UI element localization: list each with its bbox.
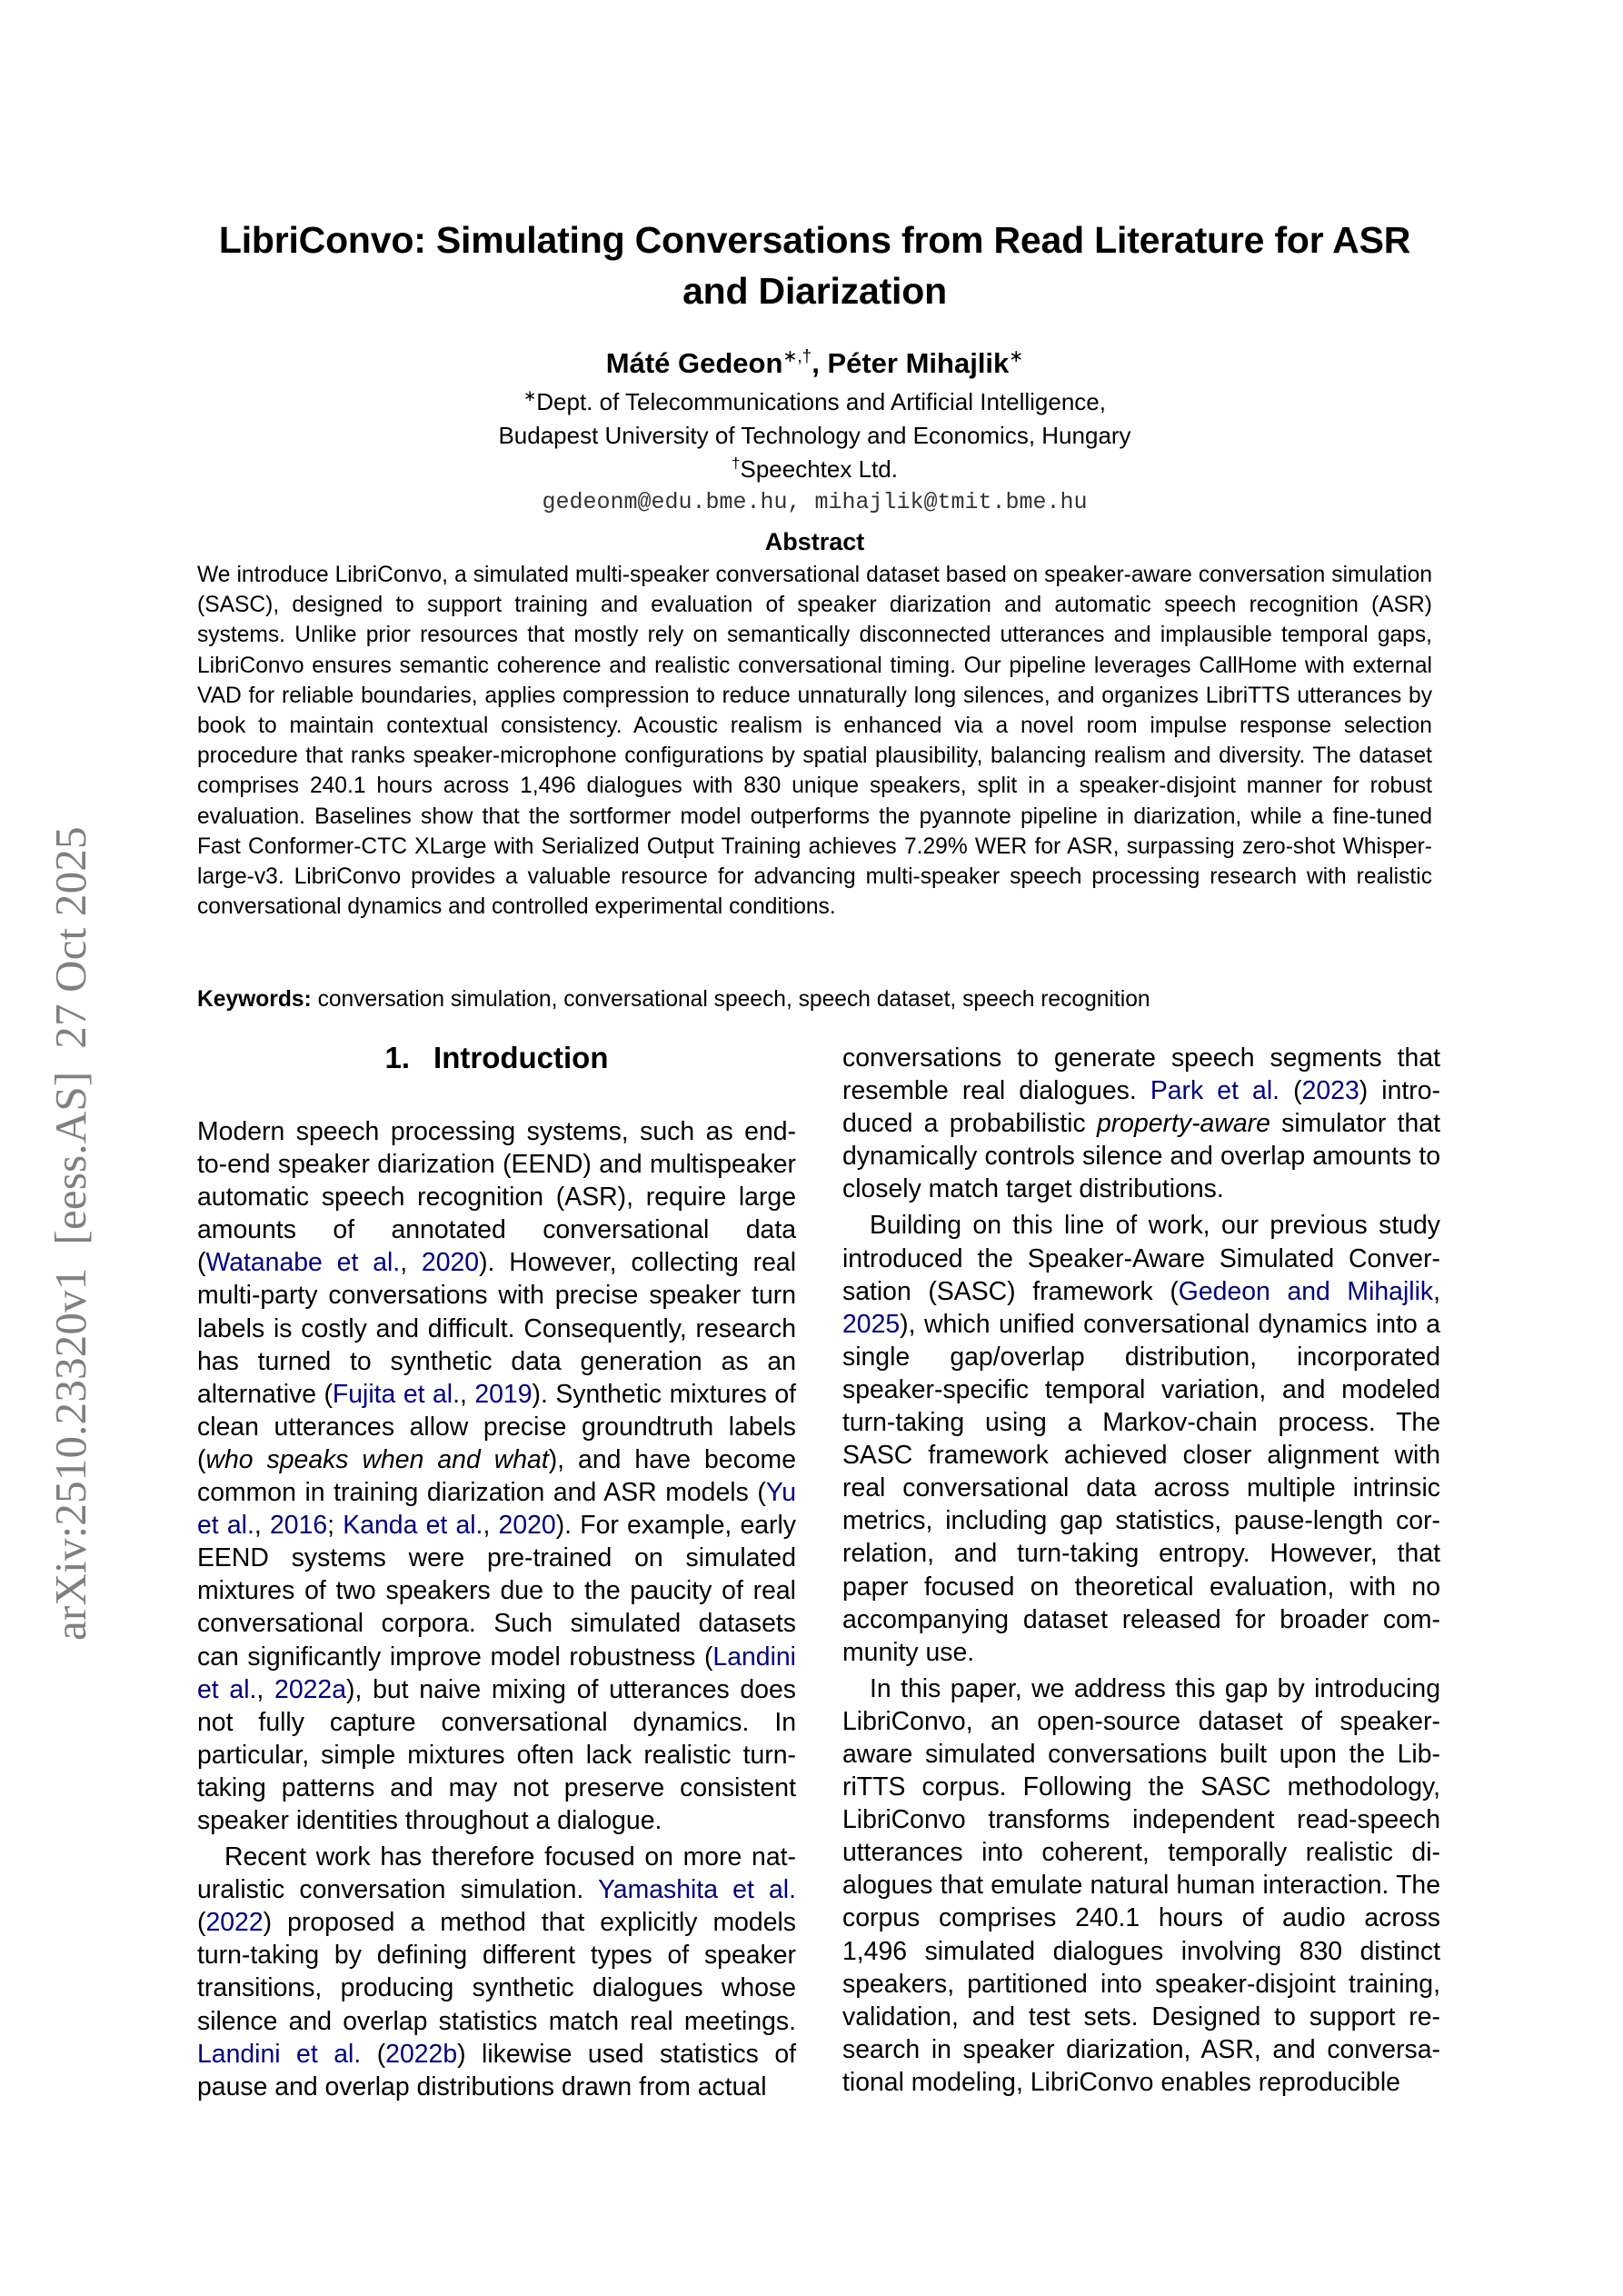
right-column — [842, 1042, 1440, 2099]
author-emails: gedeonm@edu.bme.hu, mihajlik@tmit.bme.hu — [542, 489, 1088, 515]
section-title: Introduction — [433, 1041, 609, 1074]
author-list — [197, 345, 1432, 382]
paper-title: LibriConvo: Simulating Conversations from Read Literature for ASR and Diarization — [218, 219, 1411, 312]
citation-link[interactable]: Landini et al. — [197, 1642, 796, 1704]
affiliation-text: Dept. of Telecommunications and Artificial Intelligence, — [536, 388, 1106, 415]
keywords — [197, 984, 1432, 1014]
keywords-text: conversation simulation, conversational speech, speech dataset, speech recognition — [311, 987, 1150, 1012]
paragraph: In this paper, we address this gap by introducing LibriConvo, an open-source dataset of speaker-aware simulated conversations built upon the LibriTTS corpus. Following the SASC methodology, LibriConvo transforms independent read-speech utterances into coherent, temporally realistic dialogues that emulate natural human interaction. The corpus comprises 240.1 hours of audio across 1,496 simulated dialogues involving 830 distinct speakers, partitioned into speaker-disjoint training, validation, and test sets. Designed to support research in speaker diarization, ASR, and conversational modeling, LibriConvo enables reproducible — [842, 1673, 1440, 2097]
citation-link[interactable]: Kanda et al. — [343, 1511, 483, 1541]
citation-link[interactable]: Yu et al. — [197, 1478, 796, 1541]
author-separator: , — [812, 347, 828, 379]
author-name: Máté Gedeon — [605, 347, 783, 379]
citation-link[interactable]: Fujita et al. — [332, 1379, 460, 1409]
abstract-heading: Abstract — [764, 528, 865, 555]
affiliation-text: Speechtex Ltd. — [740, 455, 898, 483]
affiliation-line: Budapest University of Technology and Economics, Hungary — [498, 422, 1131, 449]
affiliation-mark: ∗ — [523, 387, 537, 404]
section-number: 1. — [384, 1041, 411, 1074]
affiliations — [197, 385, 1432, 486]
citation-link[interactable]: 2022a — [274, 1674, 346, 1704]
citation-link[interactable]: 2022b — [385, 2039, 458, 2069]
emphasized-text: property-aware — [1096, 1109, 1270, 1139]
paragraph: Modern speech processing systems, such as end-to-end speaker diarization (EEND) and multispeaker automatic speech recognition (ASR), require large amounts of annotated conversational data (Watanabe et al., 2020). However, collecting real multi-party conversations with precise speaker turn labels is costly and difficult. Consequently, research has turned to synthetic data generation as an alternative (Fujita et al., 2019). Synthetic mixtures of clean utterances allow precise groundtruth labels (who speaks when and what), and have become common in training diarization and ASR models (Yu et al., 2016; Kanda et al., 2020). For example, early EEND systems were pre-trained on simulated mixtures of two speakers due to the paucity of real conversational corpora. Such simulated datasets can significantly improve model robustness (Landini et al., 2022a), but naive mixing of utterances does not fully capture conversational dynamics. In particular, simple mixtures often lack realistic turn-taking patterns and may not preserve consistent speaker identities throughout a dialogue. — [197, 1117, 797, 1835]
arxiv-identifier-stamp: arXiv:2510.23320v1 [eess.AS] 27 Oct 2025 — [45, 826, 95, 1641]
citation-link[interactable]: 2020 — [498, 1511, 556, 1541]
paragraph: conversations to generate speech segments that resemble real dialogues. Park et al. (2023) introduced a probabilistic property-aware simulator that dynamically controls silence and overlap amounts to closely match target distributions. — [842, 1043, 1440, 1204]
paragraph: Recent work has therefore focused on more naturalistic conversation simulation. Yamashita et al. (2022) proposed a method that explicitly models turn-taking by defining different types of speaker transitions, producing synthetic dialogues whose silence and overlap statistics match real meetings. Landini et al. (2022b) likewise used statistics of pause and overlap distributions drawn from actual — [197, 1842, 797, 2101]
citation-link[interactable]: 2016 — [269, 1511, 328, 1541]
citation-link[interactable]: 2022 — [205, 1908, 264, 1938]
citation-link[interactable]: Yamashita et al. — [597, 1875, 797, 1905]
emphasized-text: who speaks when and what — [205, 1444, 549, 1474]
affiliation-mark: † — [732, 454, 741, 472]
citation-link[interactable]: 2020 — [421, 1248, 480, 1278]
citation-link[interactable]: Landini et al. — [197, 2039, 362, 2069]
paragraph: Building on this line of work, our previous study introduced the Speaker-Aware Simulated Conversation (SASC) framework (Gedeon and Mihajlik, 2025), which unified conversational dynamics into a single gap/overlap distribution, incorporated speaker-specific temporal variation, and modeled turn-taking using a Markov-chain process. The SASC framework achieved closer alignment with real conversational data across multiple intrinsic metrics, including gap statistics, pause-length correlation, and turn-taking entropy. However, that paper focused on theoretical evaluation, with no accompanying dataset released for broader community use. — [842, 1211, 1440, 1667]
citation-link[interactable]: 2025 — [842, 1309, 901, 1339]
affiliation-line — [197, 453, 1432, 486]
author-name: Péter Mihajlik — [827, 347, 1010, 379]
keywords-label: Keywords: — [197, 987, 312, 1012]
affiliation-line — [197, 385, 1432, 419]
left-column — [197, 1115, 796, 2103]
citation-link[interactable]: Gedeon and Mihajlik — [1178, 1276, 1434, 1306]
author-affiliation-marks: ∗,† — [782, 347, 812, 366]
author-affiliation-marks: ∗ — [1009, 347, 1024, 366]
citation-link[interactable]: Watanabe et al. — [205, 1248, 401, 1278]
citation-link[interactable]: 2019 — [474, 1379, 533, 1409]
citation-link[interactable]: 2023 — [1301, 1076, 1359, 1106]
citation-link[interactable]: Park et al. — [1150, 1076, 1280, 1106]
section-heading-introduction — [197, 1040, 796, 1076]
abstract-text: We introduce LibriConvo, a simulated multi-speaker conversational dataset based on speaker-aware conversation simulation (SASC), designed to support training and evaluation of speaker diarization and automatic speech recognition (ASR) systems. Unlike prior resources that mostly rely on semantically disconnected utterances and implausible temporal gaps, LibriConvo ensures semantic coherence and realistic conversational timing. Our pipeline leverages CallHome with external VAD for reliable boundaries, applies compression to reduce unnaturally long silences, and organizes LibriTTS utterances by book to maintain contextual consistency. Acoustic realism is enhanced via a novel room impulse response selection procedure that ranks speaker-microphone configurations by spatial plausibility, balancing realism and diversity. The dataset comprises 240.1 hours across 1,496 dialogues with 830 unique speakers, split in a speaker-disjoint manner for robust evaluation. Baselines show that the sortformer model outperforms the pyannote pipeline in diarization, while a fine-tuned Fast Conformer-CTC XLarge with Serialized Output Training achieves 7.29% WER for ASR, surpassing zero-shot Whisper-large-v3. LibriConvo provides a valuable resource for advancing multi-speaker speech processing research with realistic conversational dynamics and controlled experimental conditions. — [197, 563, 1432, 920]
